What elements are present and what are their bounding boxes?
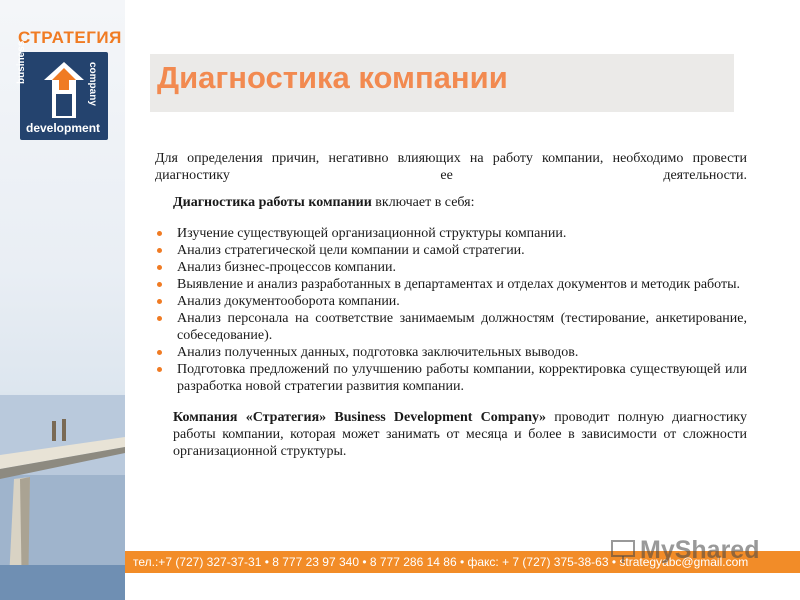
logo-word-business: business (16, 40, 27, 84)
footer-contacts: тел.:+7 (727) 327-37-31 • 8 777 23 97 340 • 8 777 286 14 86 • факс: + 7 (727) 375-38-63 • strategyabc@gmail.com (133, 555, 749, 569)
slide-content (155, 150, 747, 474)
bullet-icon (157, 299, 162, 304)
closing-bold: Компания «Стратегия» Business Development Company» (173, 410, 546, 425)
list-item: Изучение существующей организационной структуры компании. (155, 225, 747, 242)
slide-title: Диагностика компании (157, 60, 508, 95)
bullet-icon (157, 231, 162, 236)
list-item: Анализ полученных данных, подготовка заключительных выводов. (155, 344, 747, 361)
list-item: Выявление и анализ разработанных в департаментах и отделах документов и методик работы. (155, 276, 747, 293)
list-item: Анализ стратегической цели компании и самой стратегии. (155, 242, 747, 259)
left-decorative-panel (0, 0, 125, 600)
bullet-icon (157, 282, 162, 287)
includes-bold: Диагностика работы компании (173, 195, 372, 210)
bullet-icon (157, 350, 162, 355)
closing-rest: проводит полную диагностику работы компании, которая может занимать от месяца и более в зависимости от сложности организационной структуры. (173, 410, 747, 459)
includes-rest: включает в себя: (371, 195, 475, 210)
list-item: Анализ бизнес-процессов компании. (155, 259, 747, 276)
list-item: Подготовка предложений по улучшению работы компании, корректировка существующей или разработка новой стратегии развития компании. (155, 361, 747, 395)
bridge-illustration (0, 395, 125, 600)
list-item: Анализ персонала на соответствие занимаемым должностям (тестирование, анкетирование, собеседование). (155, 310, 747, 344)
logo-word-development: development (26, 121, 101, 135)
bullet-icon (157, 248, 162, 253)
bullet-icon (157, 367, 162, 372)
includes-heading (173, 194, 747, 211)
intro-paragraph: Для определения причин, негативно влияющих на работу компании, необходимо провести диагностику ее деятельности. (155, 151, 747, 183)
list-item: Анализ документооборота компании. (155, 293, 747, 310)
bullet-icon (157, 265, 162, 270)
brand-name: СТРАТЕГИЯ (18, 28, 122, 47)
diagnostics-list (155, 225, 747, 395)
bullet-icon (157, 316, 162, 321)
company-logo (16, 40, 108, 140)
closing-paragraph (173, 409, 747, 460)
watermark: MyShared (640, 536, 760, 564)
logo-word-company: company (87, 62, 98, 106)
house-arrow-icon (40, 60, 88, 124)
presentation-icon (610, 538, 640, 564)
